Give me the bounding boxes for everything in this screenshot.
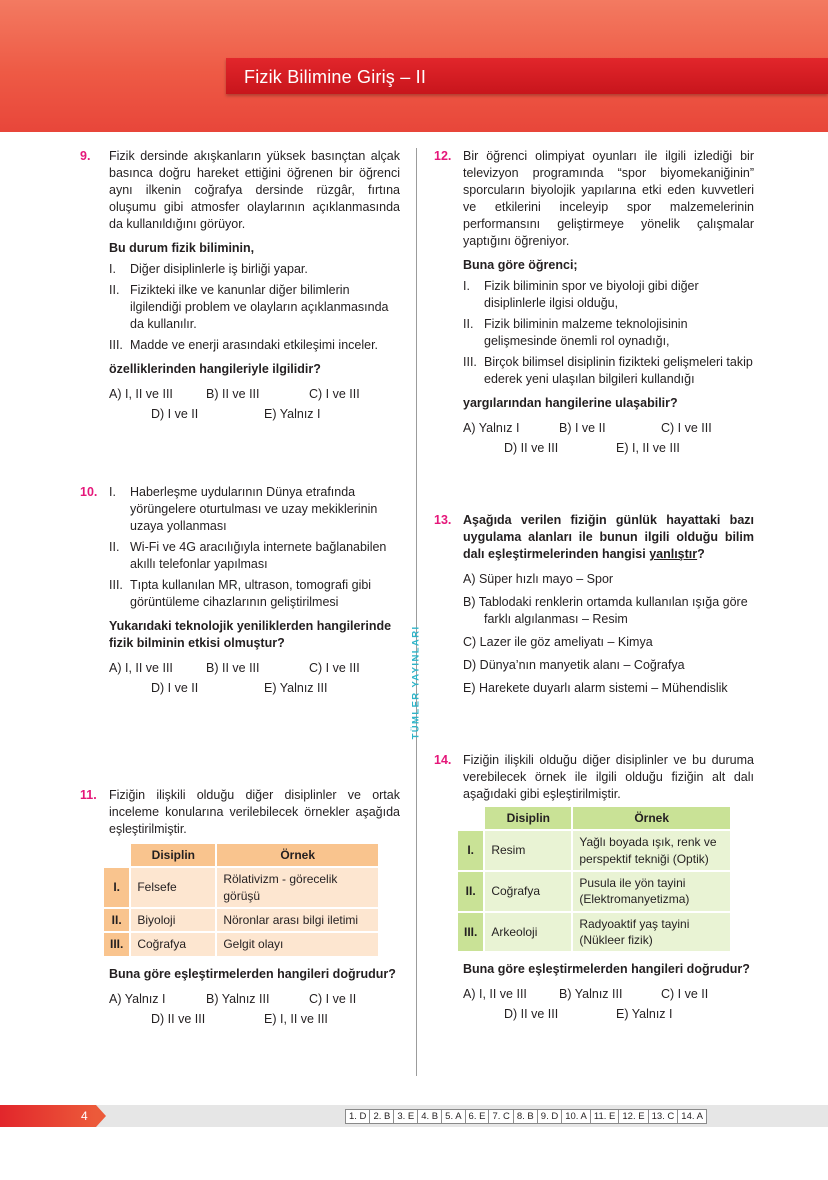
option-a-text: A) Süper hızlı mayo – Spor [463,572,614,586]
discipline-cell: Coğrafya [485,872,571,911]
statement-text: Fizikteki ilke ve kanunlar diğer bilimlerin ilgilendiği problem ve olayların açıklanmasında da kullanılır. [130,283,389,331]
statement-item [109,539,400,573]
roman-numeral: I. [463,279,470,293]
option-a[interactable]: A) I, II ve III [109,387,173,401]
answer-key-item: 1. D [345,1109,370,1124]
option-b[interactable] [463,594,754,628]
answer-key-item: 12. E [619,1109,648,1124]
option-d[interactable] [463,657,754,674]
question-prompt: özelliklerinden hangileriyle ilgilidir? [109,362,321,376]
option-e[interactable]: E) Yalnız I [264,407,321,421]
question-14 [434,752,754,1026]
statement-text: Wi-Fi ve 4G aracılığıyla internete bağlanabilen akıllı telefonlar yapılması [130,540,387,571]
question-9 [80,148,400,426]
option-e[interactable]: E) I, II ve III [264,1011,328,1026]
question-lead: Bu durum fizik biliminin, [109,241,255,255]
page-number-tab [0,1105,108,1127]
option-b-text: B) Tablodaki renklerin ortamda kullanılan ışığa göre farklı algılanması – Resim [463,595,748,626]
answer-options [463,986,754,1026]
question-number: 13. [434,513,452,527]
table-corner [104,844,129,866]
option-b[interactable]: B) I ve II [559,421,606,435]
question-prompt: yargılarından hangilerine ulaşabilir? [463,396,678,410]
statement-text: Fizik biliminin malzeme teknolojisinin gelişmesinde önemli rol oynadığı, [484,317,688,348]
publisher-label: TÜMLER YAYINLARI [410,625,422,740]
question-stem: Bir öğrenci olimpiyat oyunları ile ilgili izlediği bir televizyon programında “spor biyomekaniğinin” sporcuların biyolojik yapılarına etki eden kuvvetleri ve etkilerini inceleyip spor malzemelerinin performansını geliştirmeye yönelik çalışmalar yaptığını öğreniyor. [463,149,754,248]
question-prompt: Buna göre eşleştirmelerden hangileri doğrudur? [463,962,750,977]
statement-text: Haberleşme uydularının Dünya etrafında yörüngelere oturtulması ve uzay mekiklerinin uzaya yollanması [130,485,378,533]
row-numeral: III. [458,913,483,952]
answer-key-item: 3. E [394,1109,418,1124]
answer-options [109,660,400,700]
option-a[interactable] [463,571,754,588]
statement-text: Tıpta kullanılan MR, ultrason, tomografi gibi görüntüleme cihazlarının geliştirilmesi [130,578,372,609]
option-b[interactable]: B) II ve III [206,661,260,675]
question-number: 14. [434,753,452,767]
matching-table [456,805,732,953]
question-mark: ? [697,547,705,561]
answer-key-item: 7. C [489,1109,513,1124]
roman-numeral: II. [109,283,120,297]
question-11 [80,787,400,1031]
option-a[interactable]: A) I, II ve III [463,987,527,1002]
option-a[interactable]: A) Yalnız I [463,421,520,435]
statement-item [463,316,754,350]
statement-item [463,354,754,388]
example-cell: Rölativizm - görecelik görüşü [217,868,378,907]
column-header: Disiplin [131,844,215,866]
answer-options [463,420,754,460]
roman-numeral: III. [463,355,477,369]
example-cell: Pusula ile yön tayini (Elektromanyetizma) [573,872,730,911]
table-corner [458,807,483,829]
discipline-cell: Resim [485,831,571,870]
example-cell: Nöronlar arası bilgi iletimi [217,909,378,931]
answer-key-item: 13. C [649,1109,679,1124]
answer-key-item: 2. B [370,1109,394,1124]
question-number: 10. [80,485,98,499]
example-cell: Yağlı boyada ışık, renk ve perspektif tekniği (Optik) [573,831,730,870]
option-d[interactable]: D) II ve III [151,1011,206,1026]
statement-item [109,484,400,535]
option-c[interactable]: C) I ve III [661,421,712,435]
option-c[interactable]: C) I ve III [309,661,360,675]
question-text: Aşağıda verilen fiziğin günlük hayattaki bazı uygulama alanları ile bunun ilgili olduğu bilim dalı eşleştirmelerinden hangisi [463,513,754,561]
answer-options [463,571,754,697]
roman-numeral: II. [109,540,120,554]
answer-key-item: 10. A [562,1109,591,1124]
question-10 [80,484,400,700]
option-d[interactable]: D) I ve II [151,407,199,421]
option-c[interactable]: C) I ve II [309,991,357,1006]
option-e[interactable]: E) Yalnız I [616,1007,673,1022]
question-emphasis: yanlıştır [649,547,698,561]
option-b[interactable]: B) Yalnız III [559,987,623,1002]
statement-text: Diğer disiplinlerle iş birliği yapar. [130,262,308,276]
discipline-cell: Felsefe [131,868,215,907]
answer-key-item: 6. E [466,1109,490,1124]
option-b[interactable]: B) II ve III [206,387,260,401]
roman-numeral: I. [109,262,116,276]
statement-item [109,577,400,611]
table-row [104,909,378,931]
question-stem: Fizik dersinde akışkanların yüksek basınçtan alçak basınca doğru hareket ettiğini öğrenen bir öğrenci aynı ilkenin coğrafya dersinde rüzgâr, fırtına oluşumu gibi atmosfer olaylarının açıklanmasında da kullanıldığını görüyor. [109,149,400,231]
example-cell: Radyoaktif yaş tayini (Nükleer fizik) [573,913,730,952]
answer-options [109,991,400,1031]
question-prompt: Buna göre eşleştirmelerden hangileri doğrudur? [109,966,396,981]
question-number: 9. [80,149,91,163]
option-c[interactable] [463,634,754,651]
row-numeral: I. [458,831,483,870]
question-prompt: Yukarıdaki teknolojik yeniliklerden hangilerinde fizik bilminin etkisi olmuştur? [109,619,392,650]
chapter-title: Fizik Bilimine Giriş – II [244,67,427,87]
table-row [104,933,378,955]
question-12 [434,148,754,460]
answer-key-item: 5. A [442,1109,465,1124]
table-row [458,913,730,952]
roman-numeral: II. [463,317,474,331]
statement-item [109,337,400,354]
table-row [458,872,730,911]
row-numeral: III. [104,933,129,955]
column-header: Örnek [573,807,730,829]
option-e[interactable]: E) Yalnız III [264,681,328,695]
question-stem: Fiziğin ilişkili olduğu diğer disiplinler ve ortak inceleme konularına verilebilecek örnekler aşağıda eşleştirilmiştir. [109,788,400,836]
question-13 [434,512,754,697]
statement-item [109,261,400,278]
option-c-text: C) Lazer ile göz ameliyatı – Kimya [463,635,653,649]
discipline-cell: Biyoloji [131,909,215,931]
roman-numeral: III. [109,338,123,352]
row-numeral: I. [104,868,129,907]
page-number: 4 [81,1109,88,1123]
answer-key-item: 11. E [591,1109,619,1124]
option-d[interactable]: D) II ve III [504,1007,559,1022]
option-a[interactable]: A) I, II ve III [109,661,173,675]
option-d[interactable]: D) II ve III [504,441,559,455]
row-numeral: II. [104,909,129,931]
page-tab-arrow [96,1105,106,1127]
example-cell: Gelgit olayı [217,933,378,955]
matching-table [102,842,380,958]
option-b[interactable]: B) Yalnız III [206,991,270,1006]
column-divider [416,148,417,1076]
answer-key-item: 14. A [678,1109,707,1124]
answer-options [109,386,400,426]
question-number: 12. [434,149,452,163]
answer-key [345,1109,707,1124]
option-c[interactable]: C) I ve II [661,987,709,1002]
discipline-cell: Arkeoloji [485,913,571,952]
table-row [104,868,378,907]
statement-item [463,278,754,312]
answer-key-item: 4. B [418,1109,442,1124]
option-a[interactable]: A) Yalnız I [109,991,166,1006]
statement-item [109,282,400,333]
option-d-text: D) Dünya’nın manyetik alanı – Coğrafya [463,658,685,672]
option-c[interactable]: C) I ve III [309,387,360,401]
question-prompt [463,512,754,563]
answer-key-item: 9. D [538,1109,562,1124]
roman-numeral: III. [109,578,123,592]
answer-key-item: 8. B [514,1109,538,1124]
statement-text: Fizik biliminin spor ve biyoloji gibi diğer disiplinlerle ilgisi olduğu, [484,279,699,310]
option-e-text: E) Harekete duyarlı alarm sistemi – Mühendislik [463,681,728,695]
table-row [458,831,730,870]
statement-text: Madde ve enerji arasındaki etkileşimi inceler. [130,338,379,352]
option-e[interactable] [463,680,754,697]
question-number: 11. [80,788,97,802]
column-header: Disiplin [485,807,571,829]
publisher-side-label [410,618,424,748]
question-lead: Buna göre öğrenci; [463,258,578,272]
chapter-title-bar [226,58,828,94]
option-e[interactable]: E) I, II ve III [616,441,680,455]
discipline-cell: Coğrafya [131,933,215,955]
question-stem: Fiziğin ilişkili olduğu diğer disiplinler ve bu duruma verebilecek örnek ile ilgili olduğu fiziğin alt dalı aşağıdaki gibi eşleştirilmiştir. [463,753,754,801]
row-numeral: II. [458,872,483,911]
option-d[interactable]: D) I ve II [151,681,199,695]
roman-numeral: I. [109,485,116,499]
column-header: Örnek [217,844,378,866]
statement-text: Birçok bilimsel disiplinin fizikteki gelişmeleri takip ederek yeni ulaşılan bilgileri kullandığı [484,355,753,386]
